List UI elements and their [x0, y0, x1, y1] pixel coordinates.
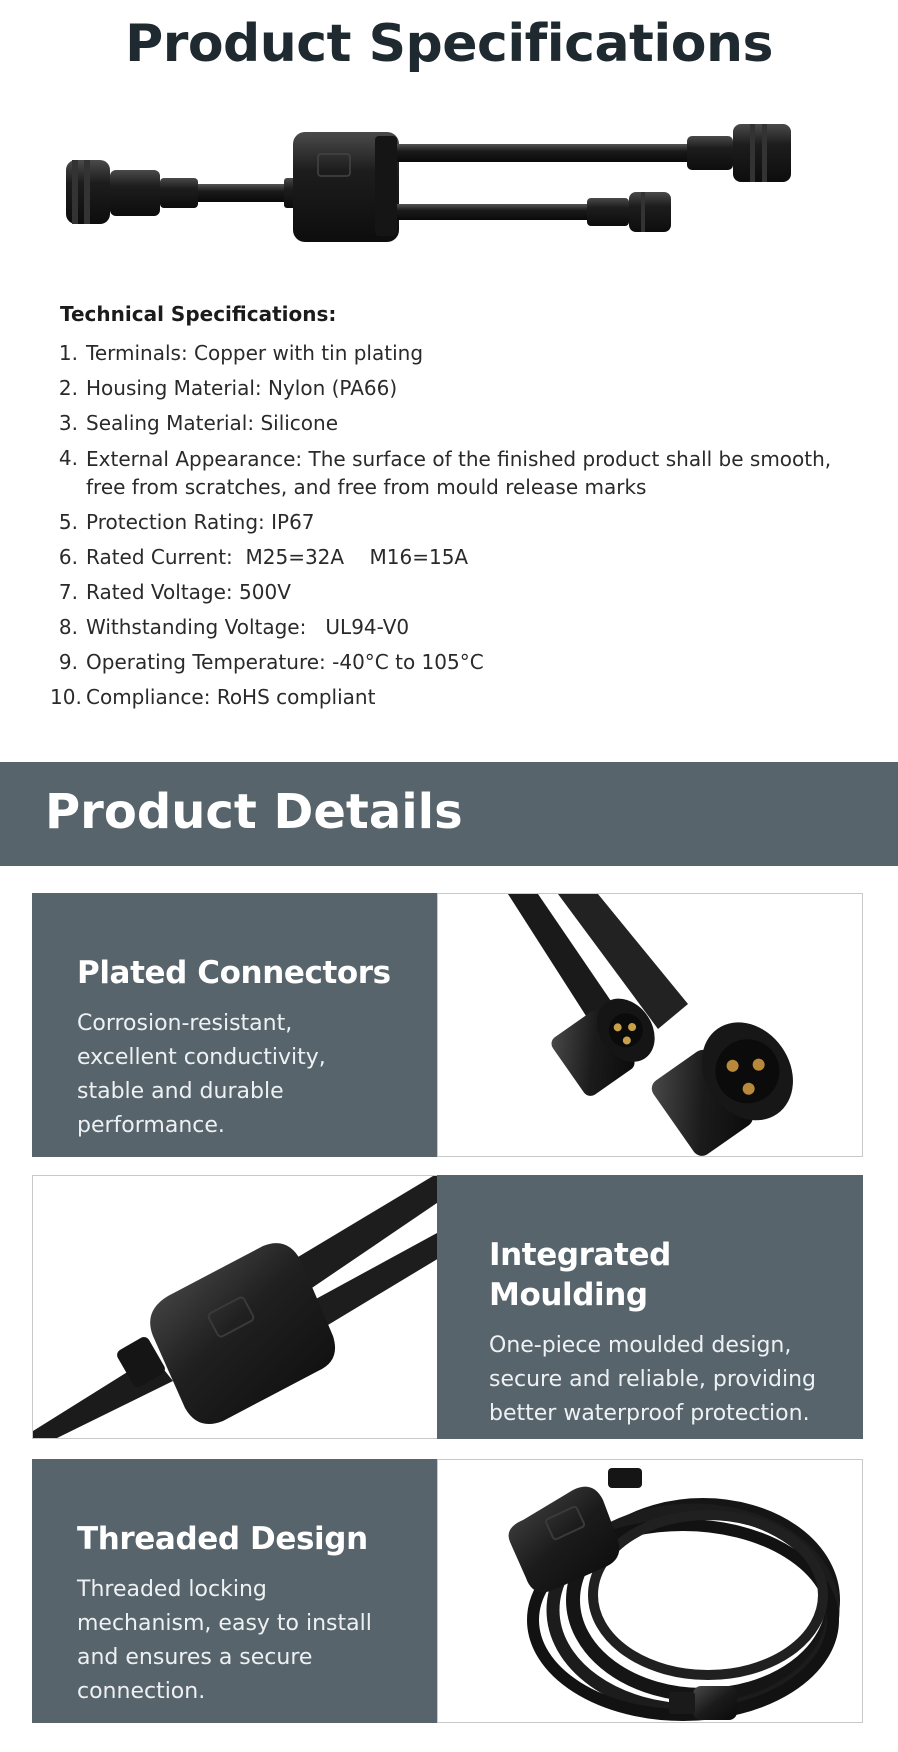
spec-text: Rated Current: M25=32A M16=15A	[86, 545, 469, 569]
spec-item	[50, 649, 870, 676]
spec-number: 3.	[58, 411, 78, 435]
feature-plated-connectors	[32, 893, 863, 1157]
spec-item	[50, 614, 870, 641]
spec-item	[50, 684, 870, 711]
spec-number: 10.	[50, 685, 82, 709]
spec-number: 4.	[58, 446, 78, 470]
feature-description: Corrosion-resistant, excellent conductivity, stable and durable performance.	[77, 1011, 326, 1138]
spec-text: Compliance: RoHS compliant	[86, 685, 376, 709]
spec-number: 1.	[58, 341, 78, 365]
details-title: Product Details	[45, 784, 463, 840]
spec-item	[50, 509, 870, 536]
feature-title: Threaded Design	[77, 1521, 368, 1557]
spec-number: 2.	[58, 376, 78, 400]
hero-product-image	[50, 110, 870, 270]
coiled-cable-image	[437, 1459, 863, 1723]
feature-title: Plated Connectors	[77, 955, 391, 991]
spec-number: 8.	[58, 615, 78, 639]
spec-item	[50, 375, 870, 402]
feature-title: Integrated Moulding	[489, 1237, 671, 1313]
feature-description: One-piece moulded design, secure and reliable, providing better waterproof protection.	[489, 1333, 817, 1426]
feature-panel	[32, 893, 437, 1157]
spec-number: 6.	[58, 545, 78, 569]
spec-item	[50, 579, 870, 606]
page-title: Product Specifications	[125, 14, 773, 74]
specs-heading: Technical Specifications:	[60, 302, 337, 326]
spec-text: External Appearance: The surface of the finished product shall be smooth, free from scratches, and free from mould release marks	[86, 447, 832, 499]
spec-number: 9.	[58, 650, 78, 674]
spec-item	[50, 445, 870, 501]
spec-text: Operating Temperature: -40°C to 105°C	[86, 650, 484, 674]
spec-number: 5.	[58, 510, 78, 534]
spec-number: 7.	[58, 580, 78, 604]
feature-threaded-design	[32, 1459, 863, 1723]
spec-text: Terminals: Copper with tin plating	[86, 341, 424, 365]
spec-list	[50, 340, 870, 719]
feature-panel	[32, 1459, 437, 1723]
connector-closeup-image	[437, 893, 863, 1157]
spec-text: Housing Material: Nylon (PA66)	[86, 376, 398, 400]
feature-description: Threaded locking mechanism, easy to install and ensures a secure connection.	[77, 1577, 372, 1704]
spec-text: Rated Voltage: 500V	[86, 580, 291, 604]
spec-item	[50, 410, 870, 437]
spec-item	[50, 544, 870, 571]
feature-integrated-moulding	[32, 1175, 863, 1439]
feature-panel	[437, 1175, 863, 1439]
details-banner	[0, 762, 898, 866]
spec-item	[50, 340, 870, 367]
moulding-closeup-image	[32, 1175, 458, 1439]
spec-text: Sealing Material: Silicone	[86, 411, 339, 435]
spec-text: Withstanding Voltage: UL94-V0	[86, 615, 410, 639]
spec-text: Protection Rating: IP67	[86, 510, 315, 534]
